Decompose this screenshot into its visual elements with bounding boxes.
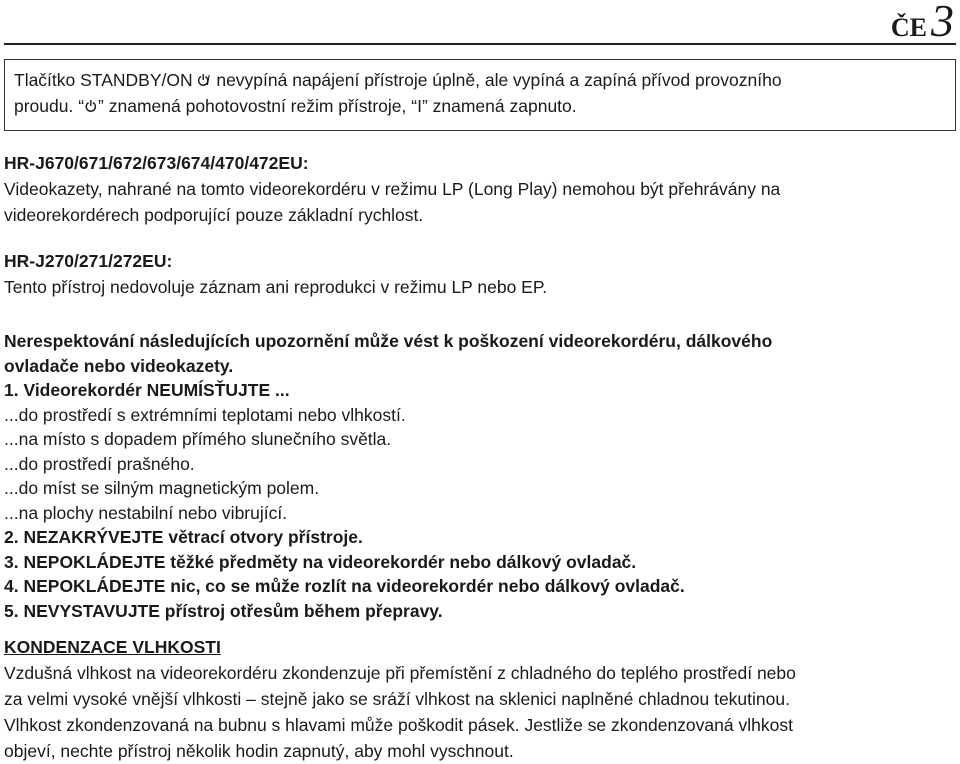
standby-note-text: ” znamená pohotovostní režim přístroje, “ bbox=[98, 96, 418, 116]
warning-subitem: ...na místo s dopadem přímého slunečního světla. bbox=[4, 429, 392, 449]
warning-intro: ovladače nebo videokazety. bbox=[4, 355, 234, 376]
standby-note-line-2 bbox=[14, 93, 946, 119]
body-line: za velmi vysoké vnější vlhkosti – stejně jako se sráží vlhkost na sklenici naplněné chladnou tekutinou. bbox=[4, 689, 790, 709]
warning-subitem: ...do prostředí s extrémními teplotami nebo vlhkostí. bbox=[4, 404, 406, 425]
header-rule bbox=[4, 43, 956, 45]
standby-note-text: ” znamená zapnuto. bbox=[421, 96, 577, 116]
warning-item-2: 2. NEZAKRÝVEJTE větrací otvory přístroje. bbox=[4, 527, 363, 547]
page-number: 3 bbox=[931, 0, 954, 46]
body-line: Tento přístroj nedovoluje záznam ani reprodukci v režimu LP nebo EP. bbox=[4, 277, 548, 297]
standby-note-line-1 bbox=[14, 67, 946, 93]
body-line: objeví, nechte přístroj několik hodin zapnutý, aby mohl vyschnout. bbox=[4, 741, 514, 761]
warning-item-5: 5. NEVYSTAVUJTE přístroj otřesům během přepravy. bbox=[4, 600, 443, 621]
body-line: videorekordérech podporující pouze základní rychlost. bbox=[4, 205, 424, 225]
language-code: ČE bbox=[890, 13, 927, 42]
section-title: HR-J670/671/672/673/674/470/472EU: bbox=[4, 153, 309, 173]
warning-subitem: ...do prostředí prašného. bbox=[4, 453, 195, 474]
warnings-section bbox=[4, 329, 954, 623]
power-standby-icon bbox=[197, 73, 211, 87]
standby-note-text: proudu. “ bbox=[14, 96, 85, 116]
warning-subitem: ...na plochy nestabilní nebo vibrující. bbox=[4, 502, 288, 523]
body-line: Vlhkost zkondenzovaná na bubnu s hlavami může poškodit pásek. Jestliže se zkondenzovaná vlhkost bbox=[4, 715, 793, 735]
standby-note-text: nevypíná napájení přístroje úplně, ale vypíná a zapíná přívod provozního bbox=[211, 70, 782, 90]
lp-ep-section bbox=[4, 248, 954, 300]
warning-intro: Nerespektování následujících upozornění může vést k poškození videorekordéru, dálkového bbox=[4, 331, 773, 351]
power-on-symbol: I bbox=[417, 96, 422, 116]
warning-item-3: 3. NEPOKLÁDEJTE těžké předměty na videorekordér nebo dálkový ovladač. bbox=[4, 551, 637, 572]
lp-playback-section bbox=[4, 150, 954, 228]
power-standby-icon bbox=[84, 99, 98, 113]
warning-item-4: 4. NEPOKLÁDEJTE nic, co se může rozlít na videorekordér nebo dálkový ovladač. bbox=[4, 576, 685, 596]
condensation-section bbox=[4, 634, 954, 764]
warning-item-1: 1. Videorekordér NEUMÍSŤUJTE ... bbox=[4, 380, 290, 400]
body-line: Videokazety, nahrané na tomto videorekordéru v režimu LP (Long Play) nemohou být přehrávány na bbox=[4, 179, 781, 199]
standby-note-box bbox=[4, 59, 956, 131]
section-title: KONDENZACE VLHKOSTI bbox=[4, 637, 221, 657]
section-title: HR-J270/271/272EU: bbox=[4, 251, 173, 271]
warning-subitem: ...do míst se silným magnetickým polem. bbox=[4, 478, 320, 498]
page-header bbox=[891, 0, 954, 44]
standby-note-text: Tlačítko STANDBY/ON bbox=[14, 70, 198, 90]
body-line: Vzdušná vlhkost na videorekordéru zkondenzuje při přemístění z chladného do teplého prostředí nebo bbox=[4, 663, 796, 683]
